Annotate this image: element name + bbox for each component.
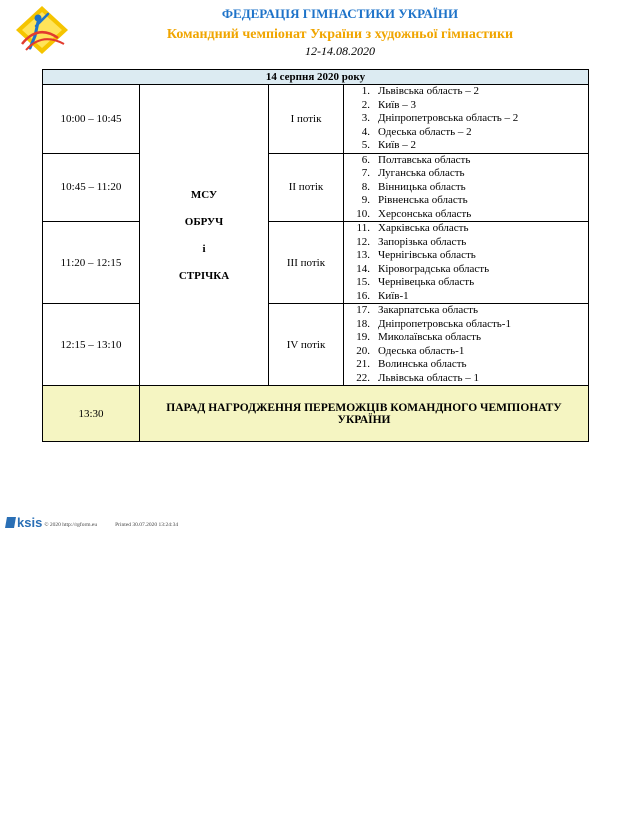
team-item: 22. Львівська область – 1 bbox=[356, 371, 479, 384]
team-item: 17. Закарпатська область bbox=[356, 304, 478, 316]
session-row bbox=[43, 85, 589, 154]
championship-dates: 12-14.08.2020 bbox=[305, 44, 375, 58]
team-item: 15. Чернівецька область bbox=[356, 276, 475, 288]
team-item: 3. Дніпропетровська область – 2 bbox=[361, 112, 519, 124]
team-item: 13. Чернігівська область bbox=[356, 249, 476, 261]
championship-title: Командний чемпіонат України з художньої гімнастики bbox=[166, 27, 514, 42]
session-teams bbox=[344, 85, 589, 154]
footer-printed: Printed 30.07.2020 13:24:34 bbox=[115, 522, 179, 528]
team-item: 10. Херсонська область bbox=[356, 207, 472, 220]
team-item: 18. Дніпропетровська область-1 bbox=[356, 317, 511, 330]
award-text: ПАРАД НАГРОДЖЕННЯ ПЕРЕМОЖЦІВ КОМАНДНОГО ЧЕМПІОНАТУ УКРАЇНИ bbox=[140, 386, 589, 442]
session-flow: ІІ потік bbox=[269, 153, 344, 222]
footer-copyright: © 2020 http://rgform.eu bbox=[44, 522, 98, 528]
session-teams bbox=[344, 304, 589, 386]
team-item: 21. Волинська область bbox=[356, 358, 467, 370]
federation-title: ФЕДЕРАЦІЯ ГІМНАСТИКИ УКРАЇНИ bbox=[221, 6, 459, 21]
team-item: 2. Київ – 3 bbox=[361, 98, 416, 111]
team-item: 6. Полтавська область bbox=[361, 153, 471, 166]
team-item: 20. Одеська область-1 bbox=[356, 344, 465, 357]
session-time: 12:15 – 13:10 bbox=[43, 304, 140, 386]
event-line: ОБРУЧ bbox=[184, 215, 224, 228]
team-item: 5. Київ – 2 bbox=[361, 139, 416, 151]
award-time: 13:30 bbox=[43, 386, 140, 442]
award-row bbox=[43, 386, 589, 442]
team-item: 12. Запорізька область bbox=[356, 235, 467, 248]
session-time: 10:45 – 11:20 bbox=[43, 153, 140, 222]
session-teams bbox=[344, 153, 589, 222]
ksis-logo: ksis bbox=[6, 515, 42, 530]
team-item: 11. Харківська область bbox=[356, 222, 469, 234]
team-item: 9. Рівненська область bbox=[361, 194, 468, 206]
ksis-mark-icon bbox=[5, 517, 16, 528]
session-row bbox=[43, 153, 589, 222]
event-line: МСУ bbox=[190, 188, 218, 201]
event-line: СТРІЧКА bbox=[178, 269, 230, 282]
team-item: 16. Київ-1 bbox=[356, 289, 409, 302]
session-flow: IV потік bbox=[269, 304, 344, 386]
footer bbox=[6, 515, 178, 530]
team-item: 4. Одеська область – 2 bbox=[361, 125, 472, 138]
event-cell bbox=[140, 85, 269, 386]
team-item: 8. Вінницька область bbox=[361, 180, 466, 193]
team-item: 1. Львівська область – 2 bbox=[361, 85, 479, 97]
session-row bbox=[43, 304, 589, 386]
session-time: 10:00 – 10:45 bbox=[43, 85, 140, 154]
team-item: 19. Миколаївська область bbox=[356, 331, 481, 343]
session-time: 11:20 – 12:15 bbox=[43, 222, 140, 304]
session-flow: І потік bbox=[269, 85, 344, 154]
day-title: 14 серпня 2020 року bbox=[43, 70, 589, 85]
event-line: і bbox=[202, 242, 206, 255]
day-header-row bbox=[43, 70, 589, 85]
session-row bbox=[43, 222, 589, 304]
session-teams bbox=[344, 222, 589, 304]
session-flow: ІІІ потік bbox=[269, 222, 344, 304]
team-item: 7. Луганська область bbox=[361, 167, 465, 179]
team-item: 14. Кіровоградська область bbox=[356, 262, 490, 275]
schedule-table bbox=[42, 69, 589, 442]
